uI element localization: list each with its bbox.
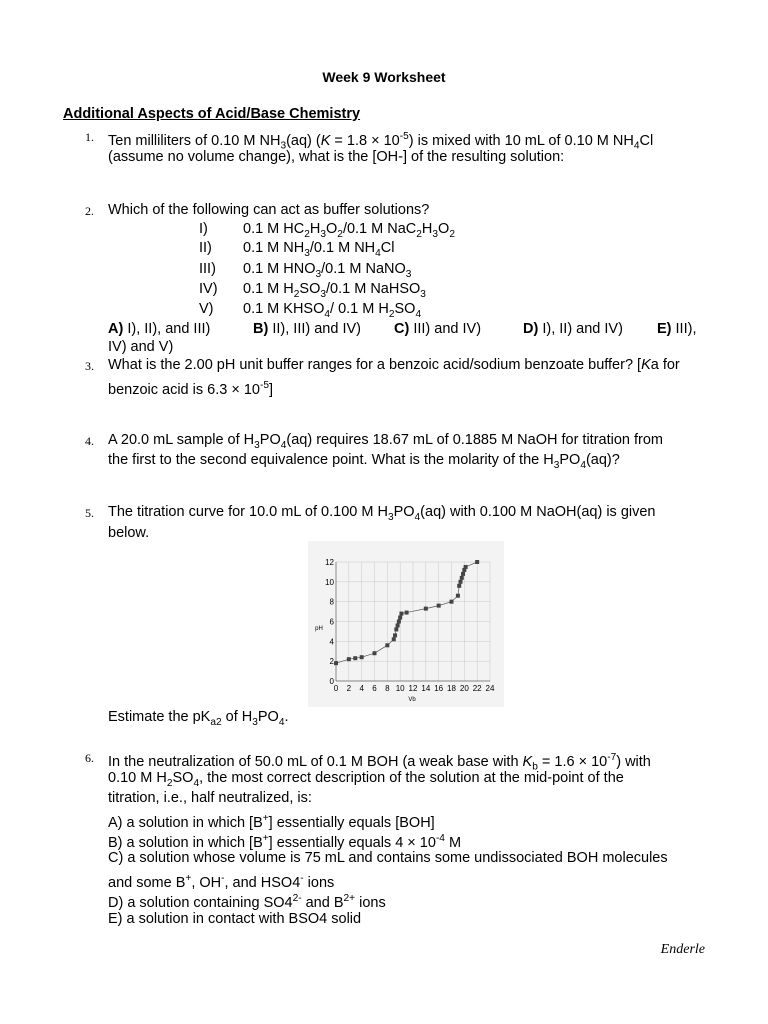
data-point [347, 657, 351, 661]
answer-choice-d: D) I), II) and IV) [523, 321, 623, 337]
option-roman-3: III) [199, 261, 216, 277]
page-title: Week 9 Worksheet [322, 69, 446, 85]
question-1-number: 1. [85, 130, 94, 144]
y-tick-label: 12 [325, 558, 334, 567]
x-tick-label: 14 [421, 684, 431, 693]
x-tick-label: 24 [485, 684, 495, 693]
data-point [461, 572, 465, 576]
question-2-stem: Which of the following can act as buffer solutions? [108, 202, 430, 218]
chart-y-label: pH [315, 626, 323, 632]
author-signature: Enderle [660, 942, 705, 957]
option-roman-4: IV) [199, 281, 218, 297]
data-point [475, 560, 479, 564]
question-1-line-2: (assume no volume change), what is the [OH-] of the resulting solution: [108, 149, 565, 165]
x-tick-label: 2 [346, 684, 352, 693]
data-point [392, 637, 396, 641]
option-text-1: 0.1 M $HC_2H_3O_2/0.1$ M $NaC_2H_3O_2$ [243, 221, 455, 240]
data-point [394, 627, 398, 631]
question-6-line-1: In the neutralization of 50.0 mL of 0.1 M BOH (a weak base with $K_b = 1.6 \times 10^{-7}$) with [108, 752, 651, 773]
y-tick-label: 4 [329, 637, 334, 647]
y-tick-label: 2 [329, 657, 334, 667]
question-6-option-c-line-2: and some B+, OH-, and HSO4- ions [108, 873, 335, 891]
question-3-number: 3. [85, 359, 94, 373]
question-6-option-b: B) a solution in which [B+] essentially equals $4 \times 10^{-4}$ M [108, 833, 462, 851]
data-point [405, 611, 409, 615]
question-4-line-2: the first to the second equivalence point. What is the molarity of the $H_3PO_4(aq)$? [108, 452, 620, 471]
data-point [457, 584, 461, 588]
answer-choice-a: A) I), II), and III) [108, 321, 211, 337]
question-5-line-2: below. [108, 525, 150, 541]
y-tick-label: 8 [329, 597, 334, 607]
x-tick-label: 4 [359, 684, 364, 693]
question-2-number: 2. [85, 204, 94, 218]
data-point [398, 616, 402, 620]
answer-choice-e: E) III), [657, 321, 697, 337]
titration-curve-chart [308, 541, 504, 707]
data-point [373, 651, 377, 655]
data-point [353, 656, 357, 660]
answer-choice-b: B) II), III) and IV) [253, 321, 361, 337]
data-point [360, 655, 364, 659]
data-point [464, 565, 468, 569]
question-6-option-c-line-1: C) a solution whose volume is 75 mL and contains some undissociated BOH molecules [108, 850, 668, 866]
option-text-4: 0.1 M $H_2SO_3/0.1$ M NaHSO$_3$ [243, 281, 426, 300]
option-text-2: 0.1 M $NH_3/0.1$ M $NH_4Cl$ [243, 240, 395, 259]
y-tick-label: 10 [325, 577, 334, 587]
chart-background [308, 541, 504, 707]
question-1-line-1: Ten milliliters of 0.10 M $NH_3(aq) (K = 1.8 \times 10^{-5})$ is mixed with 10 mL of 0.10 M $NH_4Cl$ [108, 131, 654, 152]
option-roman-2: II) [199, 240, 212, 256]
x-tick-label: 10 [395, 684, 405, 693]
question-5-number: 5. [85, 506, 94, 520]
question-6-line-3: titration, i.e., half neutralized, is: [108, 790, 312, 806]
option-roman-1: I) [199, 221, 208, 237]
data-point [437, 604, 441, 608]
question-6-line-2: 0.10 M $H_2SO_4$, the most correct description of the solution at the mid-point of the [108, 770, 624, 789]
chart-x-label: Vb [408, 697, 416, 703]
data-point [460, 576, 464, 580]
data-point [393, 633, 397, 637]
question-4-number: 4. [85, 434, 94, 448]
x-tick-label: 0 [333, 684, 339, 693]
question-6-option-e: E) a solution in contact with BSO4 solid [108, 911, 362, 927]
data-point [396, 623, 400, 627]
x-tick-label: 8 [385, 684, 390, 693]
question-3-line-2: benzoic acid is $6.3 \times 10^{-5}$] [108, 380, 273, 398]
answer-choice-c: C) III) and IV) [394, 321, 482, 337]
section-title: Additional Aspects of Acid/Base Chemistry [63, 106, 361, 122]
data-point [458, 580, 462, 584]
question-5-estimate: Estimate the $pK_{a2}$ of $H_3PO_4$. [108, 709, 289, 728]
data-point [456, 594, 460, 598]
y-tick-label: 6 [329, 617, 334, 627]
question-5-line-1: The titration curve for 10.0 mL of 0.100 M $H_3PO_4(aq)$ with 0.100 M NaOH(aq) is given [108, 504, 656, 523]
question-6-number: 6. [85, 751, 94, 765]
data-point [385, 643, 389, 647]
question-6-option-d: D) a solution containing $SO4^{2-}$ and $B^{2+}$ ions [108, 893, 386, 911]
question-6-option-a: A) a solution in which [B+] essentially equals [BOH] [108, 813, 435, 831]
question-3-line-1: What is the 2.00 pH unit buffer ranges for a benzoic acid/sodium benzoate buffer? [Ka for [108, 357, 680, 373]
answer-choice-e-wrap: IV) and V) [108, 339, 174, 355]
data-point [450, 600, 454, 604]
x-tick-label: 22 [472, 684, 482, 693]
x-tick-label: 16 [434, 684, 444, 693]
option-roman-5: V) [199, 301, 214, 317]
x-tick-label: 18 [447, 684, 456, 693]
data-point [397, 620, 401, 624]
data-point [334, 661, 338, 665]
x-tick-label: 20 [459, 684, 469, 693]
data-point [399, 612, 403, 616]
option-text-5: 0.1 M $KHSO_4/$ 0.1 M $H_2SO_4$ [243, 301, 422, 320]
data-point [424, 607, 428, 611]
x-tick-label: 6 [372, 684, 377, 693]
question-4-line-1: A 20.0 mL sample of $H_3PO_4(aq)$ requires 18.67 mL of 0.1885 M NaOH for titration from [108, 432, 664, 451]
x-tick-label: 12 [408, 684, 418, 693]
option-text-3: 0.1 M $HNO_3/0.1$ M NaNO$_3$ [243, 261, 412, 280]
y-tick-label: 0 [329, 677, 334, 686]
